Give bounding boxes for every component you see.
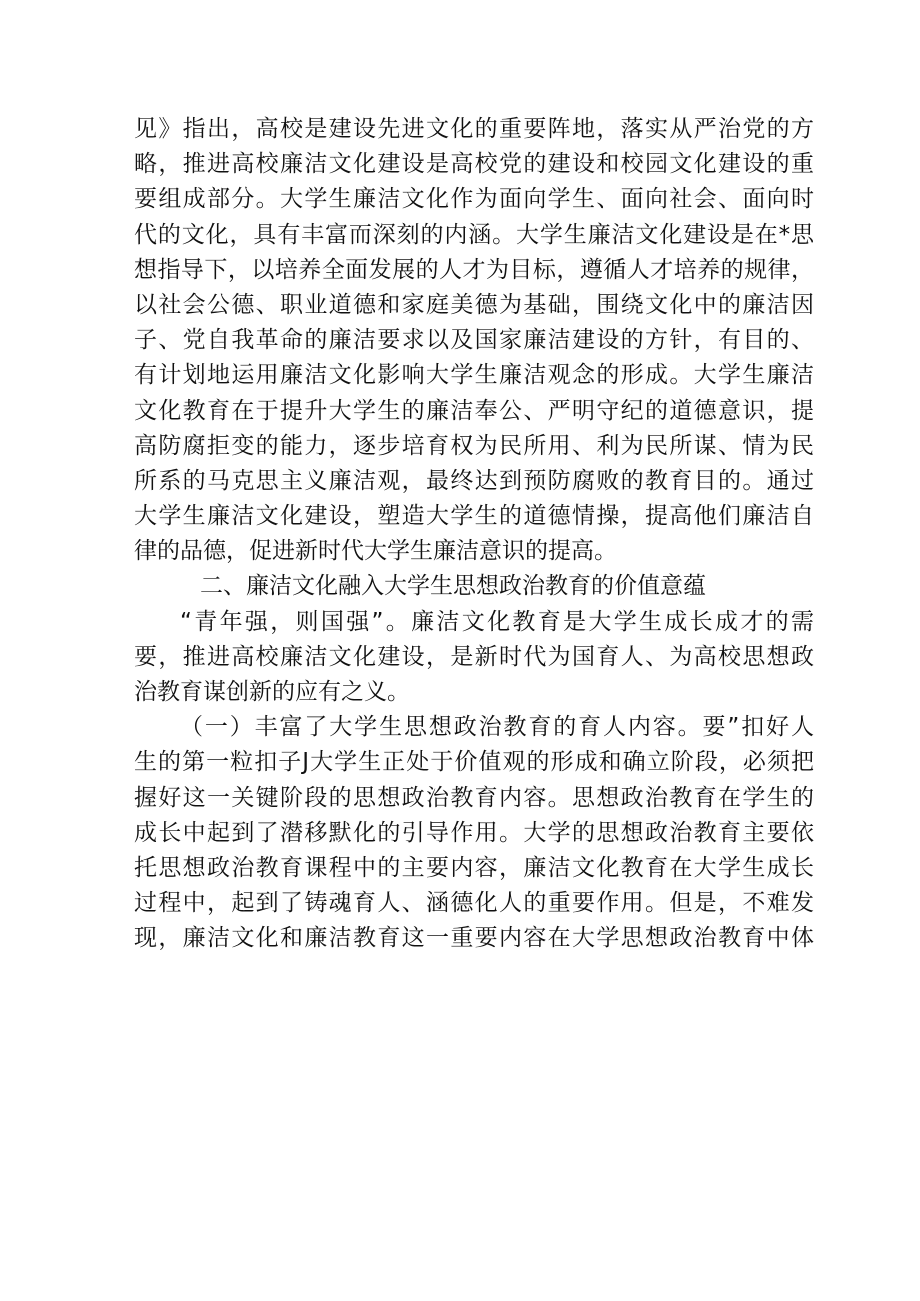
text-line: 所系的马克思主义廉洁观，最终达到预防腐败的教育目的。通过 (134, 467, 814, 494)
text-line: 要组成部分。大学生廉洁文化作为面向学生、面向社会、面向时 (134, 186, 814, 213)
text-line: 以社会公德、职业道德和家庭美德为基础，围绕文化中的廉洁因 (134, 291, 814, 318)
text-line: 过程中，起到了铸魂育人、涵德化人的重要作用。但是，不难发 (134, 890, 814, 917)
text-line: “青年强，则国强”。廉洁文化教育是大学生成长成才的需 (180, 608, 814, 635)
text-line: 成长中起到了潜移默化的引导作用。大学的思想政治教育主要依 (134, 819, 814, 846)
text-line: 子、党自我革命的廉洁要求以及国家廉洁建设的方针，有目的、 (134, 327, 814, 354)
section-heading: 二、廉洁文化融入大学生思想政治教育的价值意蕴 (200, 573, 706, 600)
text-line: 有计划地运用廉洁文化影响大学生廉洁观念的形成。大学生廉洁 (134, 362, 814, 389)
text-line: （一）丰富了大学生思想政治教育的育人内容。要”扣好人 (180, 714, 814, 741)
text-line: 现，廉洁文化和廉洁教育这一重要内容在大学思想政治教育中体 (134, 925, 814, 952)
text-line: 略，推进高校廉洁文化建设是高校党的建设和校园文化建设的重 (134, 151, 814, 178)
text-line: 生的第一粒扣子J大学生正处于价值观的形成和确立阶段，必须把 (134, 749, 814, 776)
text-line: 文化教育在于提升大学生的廉洁奉公、严明守纪的道德意识，提 (134, 397, 814, 424)
text-line: 大学生廉洁文化建设，塑造大学生的道德情操，提高他们廉洁自 (134, 503, 814, 530)
text-line: 握好这一关键阶段的思想政治教育内容。思想政治教育在学生的 (134, 784, 814, 811)
text-line: 想指导下，以培养全面发展的人才为目标，遵循人才培养的规律， (134, 256, 814, 283)
body-text (134, 112, 814, 957)
text-line: 治教育谋创新的应有之义。 (134, 679, 410, 705)
text-line: 托思想政治教育课程中的主要内容，廉洁文化教育在大学生成长 (134, 854, 814, 881)
text-line: 见》指出，高校是建设先进文化的重要阵地，落实从严治党的方 (134, 116, 814, 142)
text-line: 高防腐拒变的能力，逐步培育权为民所用、利为民所谋、情为民 (134, 432, 814, 459)
text-line: 代的文化，具有丰富而深刻的内涵。大学生廉洁文化建设是在*思 (134, 221, 814, 248)
text-line: 要，推进高校廉洁文化建设，是新时代为国育人、为高校思想政 (134, 643, 814, 670)
text-line: 律的品德，促进新时代大学生廉洁意识的提高。 (134, 538, 617, 565)
